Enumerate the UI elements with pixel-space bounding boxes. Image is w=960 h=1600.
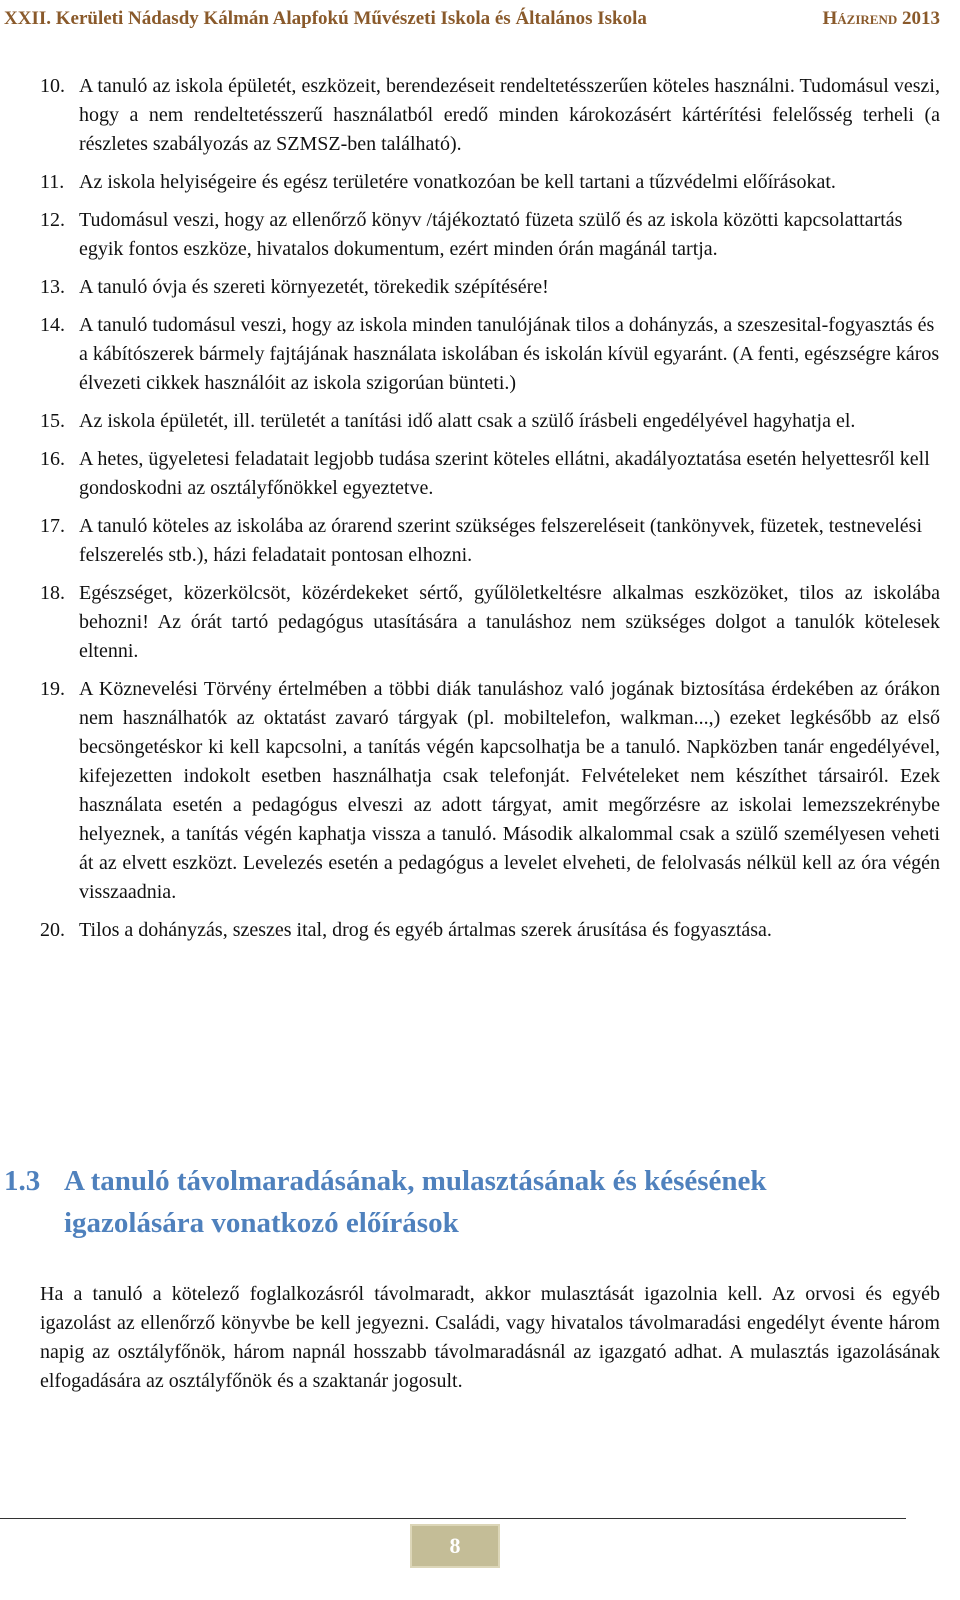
section-heading — [4, 1160, 864, 1244]
list-item-number: 19. — [40, 678, 65, 700]
list-item-number: 12. — [40, 209, 65, 231]
list-item — [40, 675, 940, 907]
list-item — [40, 311, 940, 398]
list-item-text: Tilos a dohányzás, szeszes ital, drog és egyéb ártalmas szerek árusítása és fogyasztása. — [79, 919, 772, 941]
header-document-title: Házirend 2013 — [822, 8, 940, 29]
list-item-number: 14. — [40, 314, 65, 336]
section-paragraph: Ha a tanuló a kötelező foglalkozásról távolmaradt, akkor mulasztását igazolnia kell. Az orvosi és egyéb igazolást az ellenőrző könyvbe be kell jegyezni. Családi, vagy hivatalos távolmaradási engedélyt évente három napig az osztályfőnök, három napnál hosszabb távolmaradásnál az igazgató adhat. A mulasztás igazolásának elfogadására az osztályfőnök és a szaktanár jogosult. — [40, 1283, 940, 1392]
list-item-text: A tanuló az iskola épületét, eszközeit, berendezéseit rendeltetésszerűen köteles használni. Tudomásul veszi, hogy a nem rendeltetésszerű használatból eredő minden károkozásért kártérítési felelősség terheli (a részletes szabályozás az SZMSZ-ben található). — [79, 75, 940, 155]
list-item-text: A hetes, ügyeletesi feladatait legjobb tudása szerint köteles ellátni, akadályoztatása esetén helyettesről kell gondoskodni az osztályfőnökkel egyeztetve. — [79, 448, 930, 499]
list-item — [40, 916, 940, 945]
list-item-number: 18. — [40, 582, 65, 604]
list-item — [40, 72, 940, 159]
section-title: A tanuló távolmaradásának, mulasztásának és késésének igazolására vonatkozó előírások — [64, 1165, 767, 1239]
section-number: 1.3 — [4, 1165, 41, 1197]
page-header — [4, 4, 956, 35]
list-item-number: 15. — [40, 410, 65, 432]
list-item — [40, 445, 940, 503]
list-item-number: 13. — [40, 276, 65, 298]
list-item-text: Az iskola épületét, ill. területét a tanítási idő alatt csak a szülő írásbeli engedélyével hagyhatja el. — [79, 410, 856, 432]
list-item-text: A tanuló köteles az iskolába az órarend szerint szükséges felszereléseit (tankönyvek, füzetek, testnevelési felszerelés stb.), házi feladatait pontosan elhozni. — [79, 515, 922, 566]
list-item-text: Tudomásul veszi, hogy az ellenőrző könyv /tájékoztató füzeta szülő és az iskola közötti kapcsolattartás egyik fontos eszköze, hivatalos dokumentum, ezért minden órán magánál tartja. — [79, 209, 903, 260]
page-number: 8 — [410, 1524, 500, 1568]
list-item — [40, 273, 940, 302]
list-item — [40, 206, 940, 264]
list-item — [40, 407, 940, 436]
header-school-name: XXII. Kerületi Nádasdy Kálmán Alapfokú Művészeti Iskola és Általános Iskola — [4, 8, 647, 29]
list-item-number: 11. — [40, 171, 65, 193]
list-item-number: 20. — [40, 919, 65, 941]
rules-list — [40, 72, 940, 954]
list-item — [40, 512, 940, 570]
list-item-number: 10. — [40, 75, 65, 97]
list-item-text: Az iskola helyiségeire és egész területére vonatkozóan be kell tartani a tűzvédelmi előírásokat. — [79, 171, 836, 193]
list-item-text: A tanuló óvja és szereti környezetét, törekedik szépítésére! — [79, 276, 549, 298]
list-item — [40, 168, 940, 197]
footer-divider — [0, 1518, 906, 1519]
list-item — [40, 579, 940, 666]
list-item-text: Egészséget, közerkölcsöt, közérdekeket sértő, gyűlöletkeltésre alkalmas eszközöket, tilos az iskolába behozni! Az órát tartó pedagógus utasítására a tanuláshoz nem szükséges dolgot a tanulók kötelesek eltenni. — [79, 582, 940, 662]
list-item-text: A Köznevelési Törvény értelmében a többi diák tanuláshoz való jogának biztosítása érdekében az órákon nem használhatók az oktatást zavaró tárgyak (pl. mobiltelefon, walkman...,) ezeket legkésőbb az első becsöngetéskor ki kell kapcsolni, a tanítás végén kapcsolhatja be a tanuló. Napközben tanár engedélyével, kifejezetten indokolt esetben használhatja csak telefonját. Felvételeket nem készíthet társairól. Ezek használata esetén a pedagógus elveszi az adott tárgyat, amit megőrzésre az iskolai lemezszekrénybe helyeznek, a tanítás végén kaphatja vissza a tanuló. Második alkalommal csak a szülő személyesen veheti át az elvett eszközt. Levelezés esetén a pedagógus a levelet elveheti, de felolvasás nélkül kell az óra végén visszaadnia. — [79, 678, 940, 903]
list-item-text: A tanuló tudomásul veszi, hogy az iskola minden tanulójának tilos a dohányzás, a szeszesital-fogyasztás és a kábítószerek bármely fajtájának használata iskolában és iskolán kívül egyaránt. (A fenti, egészségre káros élvezeti cikkek használóit az iskola szigorúan bünteti.) — [79, 314, 940, 394]
list-item-number: 16. — [40, 448, 65, 470]
list-item-number: 17. — [40, 515, 65, 537]
